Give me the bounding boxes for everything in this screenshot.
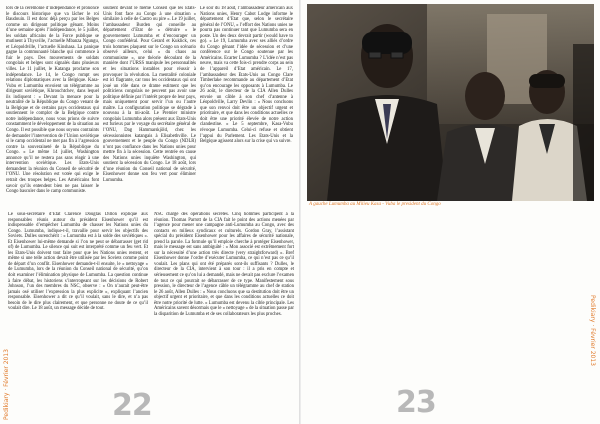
right-page-column-2 — [154, 212, 294, 412]
page-number-right: 23 — [396, 385, 436, 420]
body-text: Le sous-secrétaire d’Etat Clarence Douglas Dillon explique aux responsables réunis autour du président Eisenhower qu’il est indispensable d’empêcher Lumumba de chasser les Nations unies du Congo. Lumumba, indique-t-il, travaille pour servir les objectifs des Soviets. Dulles surenchérit : « Lumumba est à la solde des soviétiques ». Et Eisenhower lui-même demande si l’on ne peut se débarrasser (get rid of) de Lumumba. Le silence qui suit est interprété comme un feu vert. Et les Etats-Unis doivent tout faire pour que les Nations unies restent, et même si une telle action devait être utilisée par les Soviets comme point de départ d’un conflit. Eisenhower demande-t-il ensuite, le « nettoyage » de Lumumba, lors de la réunion du Conseil national de sécurité, qu’on doit examiner l’élimination physique de Lumumba. La question continue à faire débat, les historiens s’interrogeant sur les décisions de Robert Johnson, l’un des membres du NSC, observe : « On n’aurait peut-être jamais osé utiliser l’expression la plus explicite », expliquant l’ancien responsable. Eisenhower a dit ce qu’il voulait, sans le dire, et n’a pas besoin de le dire plus clairement, et que personne ne doute de ce qu’il voulait dire. Le 18 août, un message décide de tout. — [8, 212, 148, 312]
body-text: lors de la cérémonie d’indépendance et prononce le discours historique que va lâcher le roi Baudouin. Il est donc déjà perçu par les Belges comme un dirigeant politique gênant. Moins d’une semaine après l’indépendance, le 5 juillet, les soldats africains de la Force publique se mutinent à Thysville, l’actuelle Mbanza Ngungu, et Léopoldville, l’actuelle Kinshasa. La panique gagne la communauté blanche qui commence à fuir le pays. Des mouvements de soldats congolais et belges sont signalés dans plusieurs villes. Le 11 juillet, le Katanga proclame son indépendance. Le 14, le Congo rompt ses relations diplomatiques avec la Belgique. Kasa-Vubu et Lumumba envoient un télégramme au dirigeant soviétique, Khrouchtchev, dans lequel ils indiquent : « Devant la menace pour la neutralité de la République du Congo venant de la Belgique et de certains pays occidentaux qui soutiennent le complot de la Belgique contre notre indépendance, nous vous prions de suivre constamment le développement de la situation au Congo. Il est possible que nous soyons contraints de demander l’intervention de l’Union soviétique si le camp occidental ne met pas fin à l’agression contre la souveraineté de la République du Congo. » Le même 14 juillet, Washington annonce qu’il ne restera pas sans réagir à une intervention soviétique. Les Etats-Unis demandent la réunion du Conseil de sécurité de l’ONU. Une résolution est votée qui exige le retrait des troupes belges. Les Américains font savoir qu’ils entendent bien ne pas laisser le Congo basculer dans le camp communiste. — [6, 6, 99, 195]
right-page-column-1 — [8, 212, 148, 412]
body-text: soutient devant le même Conseil que les Etats-Unis font face au Congo à une situation « similaire à celle de Castro ou pire ». Le 19 juillet, l’ambassadeur Burden qui conseille au département d’Etat de « détruire » le gouvernement Lumumba et d’encourager un Congo confédéral. Pour Gerard et Kuklick, ces trois hommes plaquent sur le Congo un scénario observé ailleurs, celui « du chaos au communisme », une théorie découlant de la manière dont l’URSS manipule les personnalités et les situations instables pour réussir à provoquer la révolution. La mentalité coloniale est ici flagrante, car tous les occidentaux qui ont joué un rôle dans ce drame estiment que les politiciens congolais ne peuvent pas avoir une politique définie par l’intérêt propre de leur pays, mais uniquement pour servir l’un ou l’autre maître. La configuration politique se dégrade à nouveau à la mi-août. Le Premier ministre congolais Lumumba alors présent aux Etats-Unis est furieux par le voyage du secrétaire général de l’ONU, Dag Hammarskjöld, chez les sécessionnistes katangais à Elisabethville. Le gouvernement et le peuple du Congo (NDLR) n’ont pas confiance dans les Nations unies pour mettre fin à la sécession. Cette rentrée en cause des Nations unies inquiète Washington, qui soutient la sécession du Congo. Le 18 août, lors d’une réunion du Conseil national de sécurité, Eisenhower donne son feu vert pour éliminer Lumumba. — [103, 6, 196, 183]
photo-caption: A gauche Lumumba au Milieu Kasa - Vuba le president du Congo — [309, 202, 441, 207]
body-text: NSC chargé des opérations secrètes. Cinq hommes participent à la réunion. Thomas Parrott de la CIA fait le point des actions menées par l’agence pour mener une campagne anti-Lumumba au Congo, avec des contacts en milieux syndicaux et culturels. Gordon Gray, l’assistant spécial du président Eisenhower pour les affaires de sécurité nationale, prend la parole. La formule qu’il emploie cherche à protéger Eisenhower, mais le message est sans ambiguïté : « Mon associé est extrêmement fort sur la nécessité d’une action très directe (very straightforward) ». Bref Eisenhower donne l’ordre d’exécuter Lumumba, ce qui n’est pas ce qu’il voulait. Les plans qui ont été préparés sont-ils suffisants ? Dulles, le directeur de la CIA, intervient à son tour : il a pris en compte et sérieusement ce qu’on lui a demandé, mais ne devait pas exclure l’examen de tout ce qui pourrait se débarrasser de ce type. Manifestement sous pression, le directeur de l’agence câble un télégramme au chef de station le 26 août, Allen Dulles : « Nous concluons que sa destitution doit être un objectif urgent et prioritaire, et que dans les conditions actuelles ce doit être notre priorité de lutte. » Lumumba est devenu la cible principale. Les Américains savent désormais que le « nettoyage » de la situation passe par la disparition de Lumumba et de ses collaborateurs les plus proches. — [154, 212, 294, 317]
side-credit-right: Pedikiary · Février 2013 — [589, 295, 596, 366]
side-credit-left: Pedikiary · Février 2013 — [3, 349, 10, 420]
historical-photo — [307, 4, 594, 201]
body-text: Le soir du 18 août, l’ambassadeur américain aux Nations unies, Henry Cabot Lodge informe le département d’Etat que, selon le secrétaire général de l’ONU, « l’effort des Nations unies ne pourra pas continuer tant que Lumumba sera en poste. Un des deux devrait partir (would have to go). » Le 19, Lumumba avec ses alliés d’ordre du Congo gênant l’idée de sécession et d’une conférence sur le Congo soutenue par les Américains. Ecarter Lumumba ? L’idée n’est pas neuve, mais va cette fois-ci prendre corps au sein de l’appareil d’Etat américain. Le 17, l’ambassadeur des Etats-Unis au Congo Clare Timberlake recommande au département d’Etat qu’on encourage les opposants à Lumumba. Le 26 août, le directeur de la CIA Allen Dulles envoie un câble à son chef d’antenne à Léopoldville, Larry Devlin : « Nous concluons que son renvoi doit être un objectif urgent et prioritaire, et que dans les conditions actuelles ce doit être une priorité élevée de notre action clandestine. » Le 5 septembre, Kasa-Vubu révoque Lumumba. Celui-ci refuse et obtient l’appui du Parlement. Les Etats-Unis et la Belgique agissent alors sur la crise qui va suivre. — [200, 6, 293, 145]
page-number-left: 22 — [112, 388, 152, 423]
photo-illustration — [307, 4, 594, 201]
